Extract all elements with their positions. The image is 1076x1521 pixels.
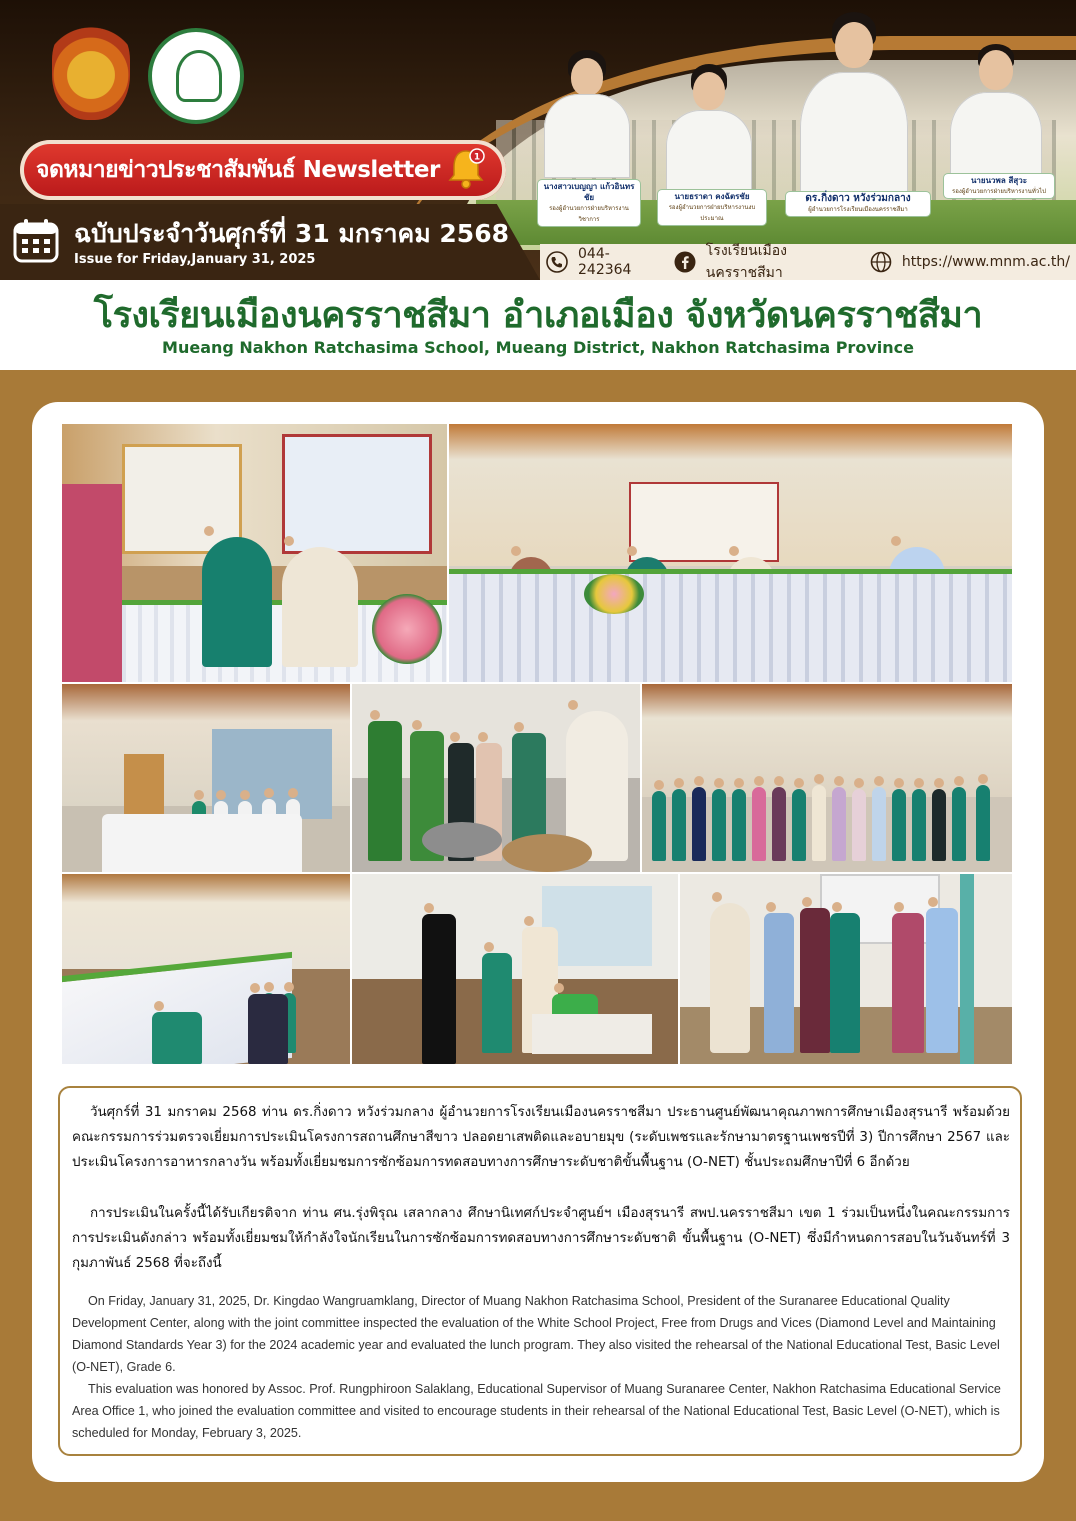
group-photo-teachers [642,684,1012,872]
person-role: ผู้อำนวยการโรงเรียนเมืองนครราชสีมา [808,206,908,213]
newsletter-header [0,0,1076,280]
article-english-paragraph: This evaluation was honored by Assoc. Prof. Rungphiroon Salaklang, Educational Supervisor of Muang Suranaree Center, Nakhon Ratchasima Educational Service Area Office 1, who joined the evaluation committee and visited to encourage students in their rehearsal of the National Educational Test, Basic Level (O-NET), which is scheduled for Monday, February 3, 2025. [72,1382,1001,1440]
obec-emblem-logo [52,20,130,120]
person-name-tag [658,190,766,225]
school-title-english: Mueang Nakhon Ratchasima School, Mueang District, Nakhon Ratchasima Province [162,338,914,357]
committee-table-photo [449,424,1012,682]
school-title-thai: โรงเรียนเมืองนครราชสีมา อำเภอเมือง จังหวัดนครราชสีมา [93,295,983,336]
person-photo [544,48,630,178]
person-name-tag [944,174,1054,198]
person-name: นางสาวเบญญา แก้วอินทรชัย [543,182,635,202]
person-name: ดร.กิ่งดาว หวังร่วมกลาง [805,193,911,204]
school-logo [148,28,244,124]
person-role: รองผู้อำนวยการฝ่ายบริหารงานทั่วไป [952,188,1046,195]
article-thai-paragraph: การประเมินในครั้งนี้ได้รับเกียรติจาก ท่าน ศน.รุ่งพิรุณ เสลากลาง ศึกษานิเทศก์ประจำศูนย์ฯ เมืองสุรนารี สพป.นครราชสีมา เขต 1 ร่วมเป็นหนึ่งในคณะกรรมการการประเมินดังกล่าว พร้อมทั้งเยี่ยมชมให้กำลังใจนักเรียนในการซักซ้อมการทดสอบทางการศึกษาระดับชาติ ขั้นพื้นฐาน (O-NET) ซึ่งมีกำหนดการสอบในวันจันทร์ที่ 3 กุมภาพันธ์ 2568 ที่จะถึงนี้ [72,1206,1010,1271]
classroom-rehearsal-photo [352,874,678,1064]
contact-website[interactable]: https://www.mnm.ac.th/ [901,254,1070,270]
person-name: นายนวพล สีสุวะ [970,176,1028,185]
person-name-tag [786,192,930,216]
contact-facebook[interactable]: โรงเรียนเมืองนครราชสีมา [705,243,787,280]
calendar-icon [12,216,60,264]
person-name: นายธราดา คงฉัตรชัย [674,192,750,201]
person-photo [950,42,1042,192]
podium-presentation-photo [62,684,350,872]
person-name-tag [538,180,640,226]
article-english-paragraph: On Friday, January 31, 2025, Dr. Kingdao Wangruamklang, Director of Muang Nakhon Ratchasima School, President of the Suranaree Educational Quality Development Center, along with the joint committee inspected the evaluation of the White School Project, Free from Drugs and Vices (Diamond Level and Maintaining Diamond Standards Year 3) for the 2024 academic year and evaluated the lunch program. They also visited the rehearsal of the National Educational Test, Basic Level (O-NET), Grade 6. [72,1294,1000,1374]
bell-badge-count: 1 [473,152,481,163]
issue-date-thai: ฉบับประจำวันศุกร์ที่ 31 มกราคม 2568 [74,219,509,248]
contact-phone[interactable]: 044-242364 [578,246,632,278]
person-photo [800,10,911,210]
globe-icon [870,251,892,273]
article-thai-paragraph: วันศุกร์ที่ 31 มกราคม 2568 ท่าน ดร.กิ่งดาว หวังร่วมกลาง ผู้อำนวยการโรงเรียนเมืองนครราชสีมา ประธานศูนย์พัฒนาคุณภาพการศึกษาเมืองสุรนารี พร้อมด้วยคณะกรรมการร่วมตรวจเยี่ยมการประเมินโครงการสถานศึกษาสีขาว ปลอดยาเสพติดและอบายมุข (ระดับเพชรและรักษามาตรฐานเพชรปีที่ 3) ปีการศึกษา 2567 และประเมินโครงการอาหารกลางวัน พร้อมทั้งเยี่ยมชมการซักซ้อมการทดสอบทางการศึกษาระดับชาติขั้นพื้นฐาน (O-NET) ชั้นประถมศึกษาปีที่ 6 อีกด้วย [72,1105,1010,1170]
person-photo [666,62,752,198]
person-role: รองผู้อำนวยการฝ่ายบริหารงานวิชาการ [549,205,629,223]
contact-bar [540,244,1076,280]
meeting-speaker-photo [62,424,447,682]
long-table-meeting-photo [62,874,350,1064]
lunch-kitchen-photo [352,684,640,872]
facebook-icon [674,251,696,273]
issue-date-english: Issue for Friday,January 31, 2025 [74,252,316,267]
bell-icon [444,146,488,190]
banner-title: จดหมายข่าวประชาสัมพันธ์ Newsletter [36,157,440,183]
newsletter-banner [20,140,506,200]
person-role: รองผู้อำนวยการฝ่ายบริหารงานงบประมาณ [668,204,756,222]
phone-icon [546,251,568,273]
group-photo-guests [680,874,1012,1064]
